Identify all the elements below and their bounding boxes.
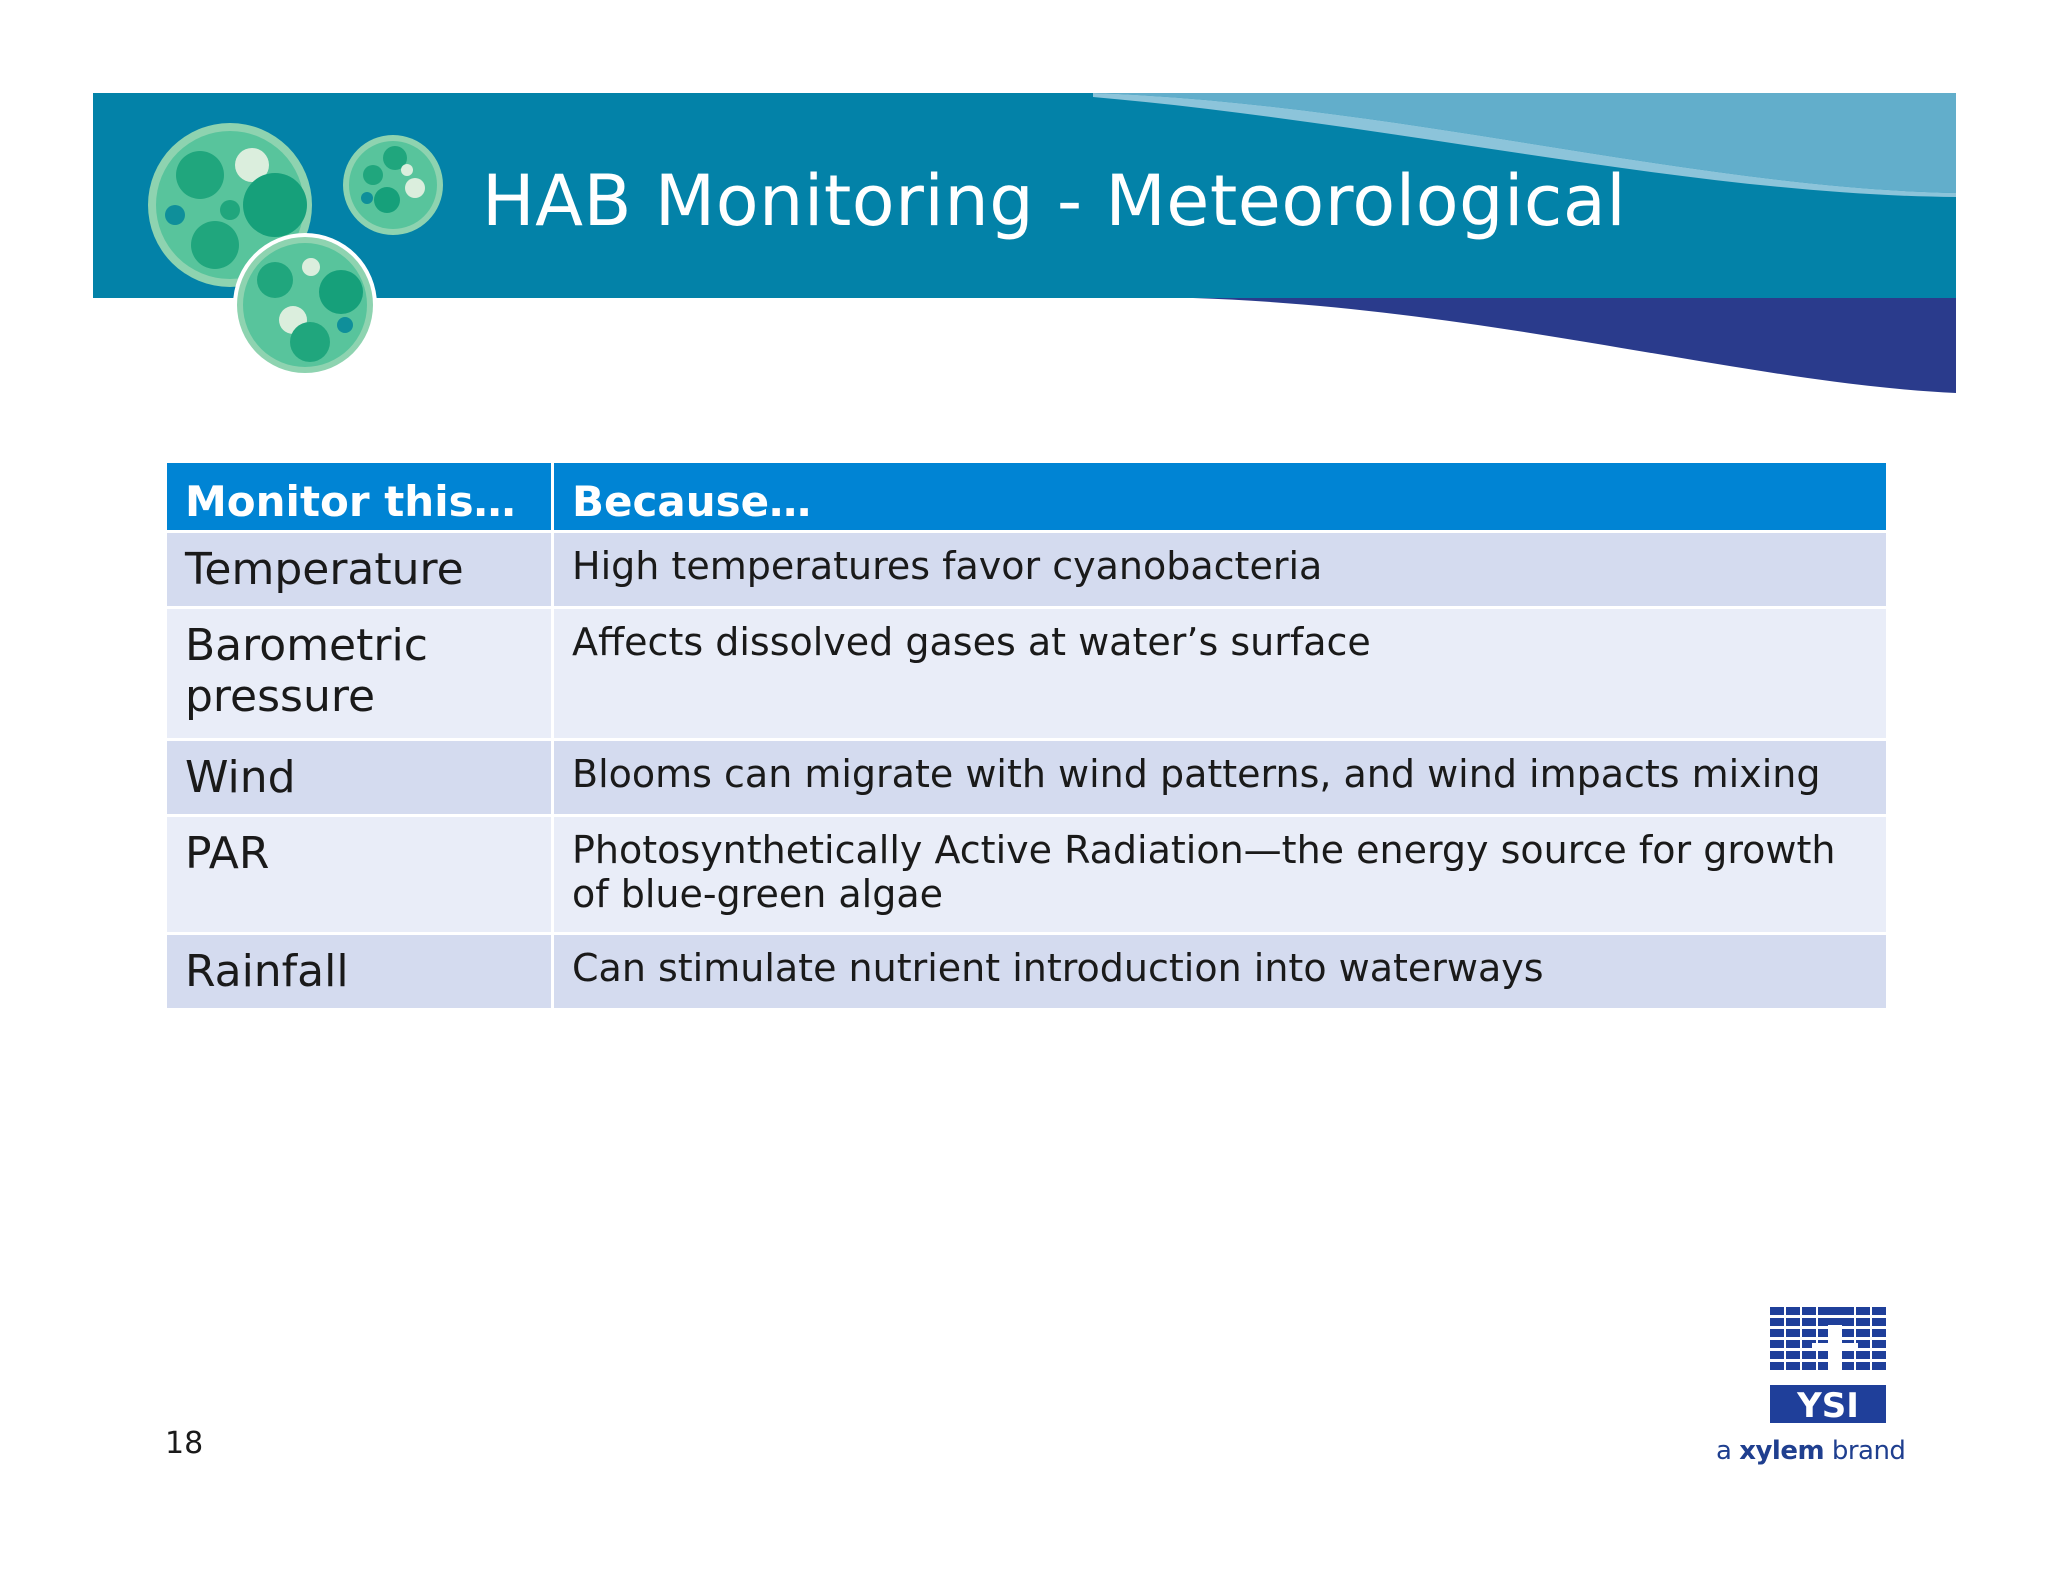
table-row [166,816,1888,934]
factor-cell: PAR [166,816,553,934]
brand-tagline [1716,1436,1905,1466]
reason-cell: Photosynthetically Active Radiation—the energy source for growth of blue-green algae [553,816,1888,934]
factor-cell: Temperature [166,532,553,608]
column-header-because: Because… [553,462,1888,532]
page-number: 18 [165,1426,204,1461]
slide-title: HAB Monitoring - Meteorological [482,160,1627,242]
table-header-row [166,462,1888,532]
factor-cell: Wind [166,740,553,816]
reason-cell: Blooms can migrate with wind patterns, and wind impacts mixing [553,740,1888,816]
factor-cell: Barometric pressure [166,608,553,740]
table-row [166,608,1888,740]
ysi-logo-text: YSI [1797,1386,1859,1425]
reason-cell: Can stimulate nutrient introduction into waterways [553,934,1888,1010]
factor-cell: Rainfall [166,934,553,1010]
tagline-brand: xylem [1739,1436,1825,1466]
ysi-logo-icon [1768,1305,1888,1425]
monitoring-table [164,460,1889,1011]
tagline-suffix: brand [1824,1436,1906,1466]
reason-cell: High temperatures favor cyanobacteria [553,532,1888,608]
table-row [166,934,1888,1010]
reason-cell: Affects dissolved gases at water’s surface [553,608,1888,740]
column-header-monitor: Monitor this… [166,462,553,532]
tagline-prefix: a [1716,1436,1740,1466]
table-row [166,740,1888,816]
algae-cells-icon [145,120,455,380]
table-row [166,532,1888,608]
